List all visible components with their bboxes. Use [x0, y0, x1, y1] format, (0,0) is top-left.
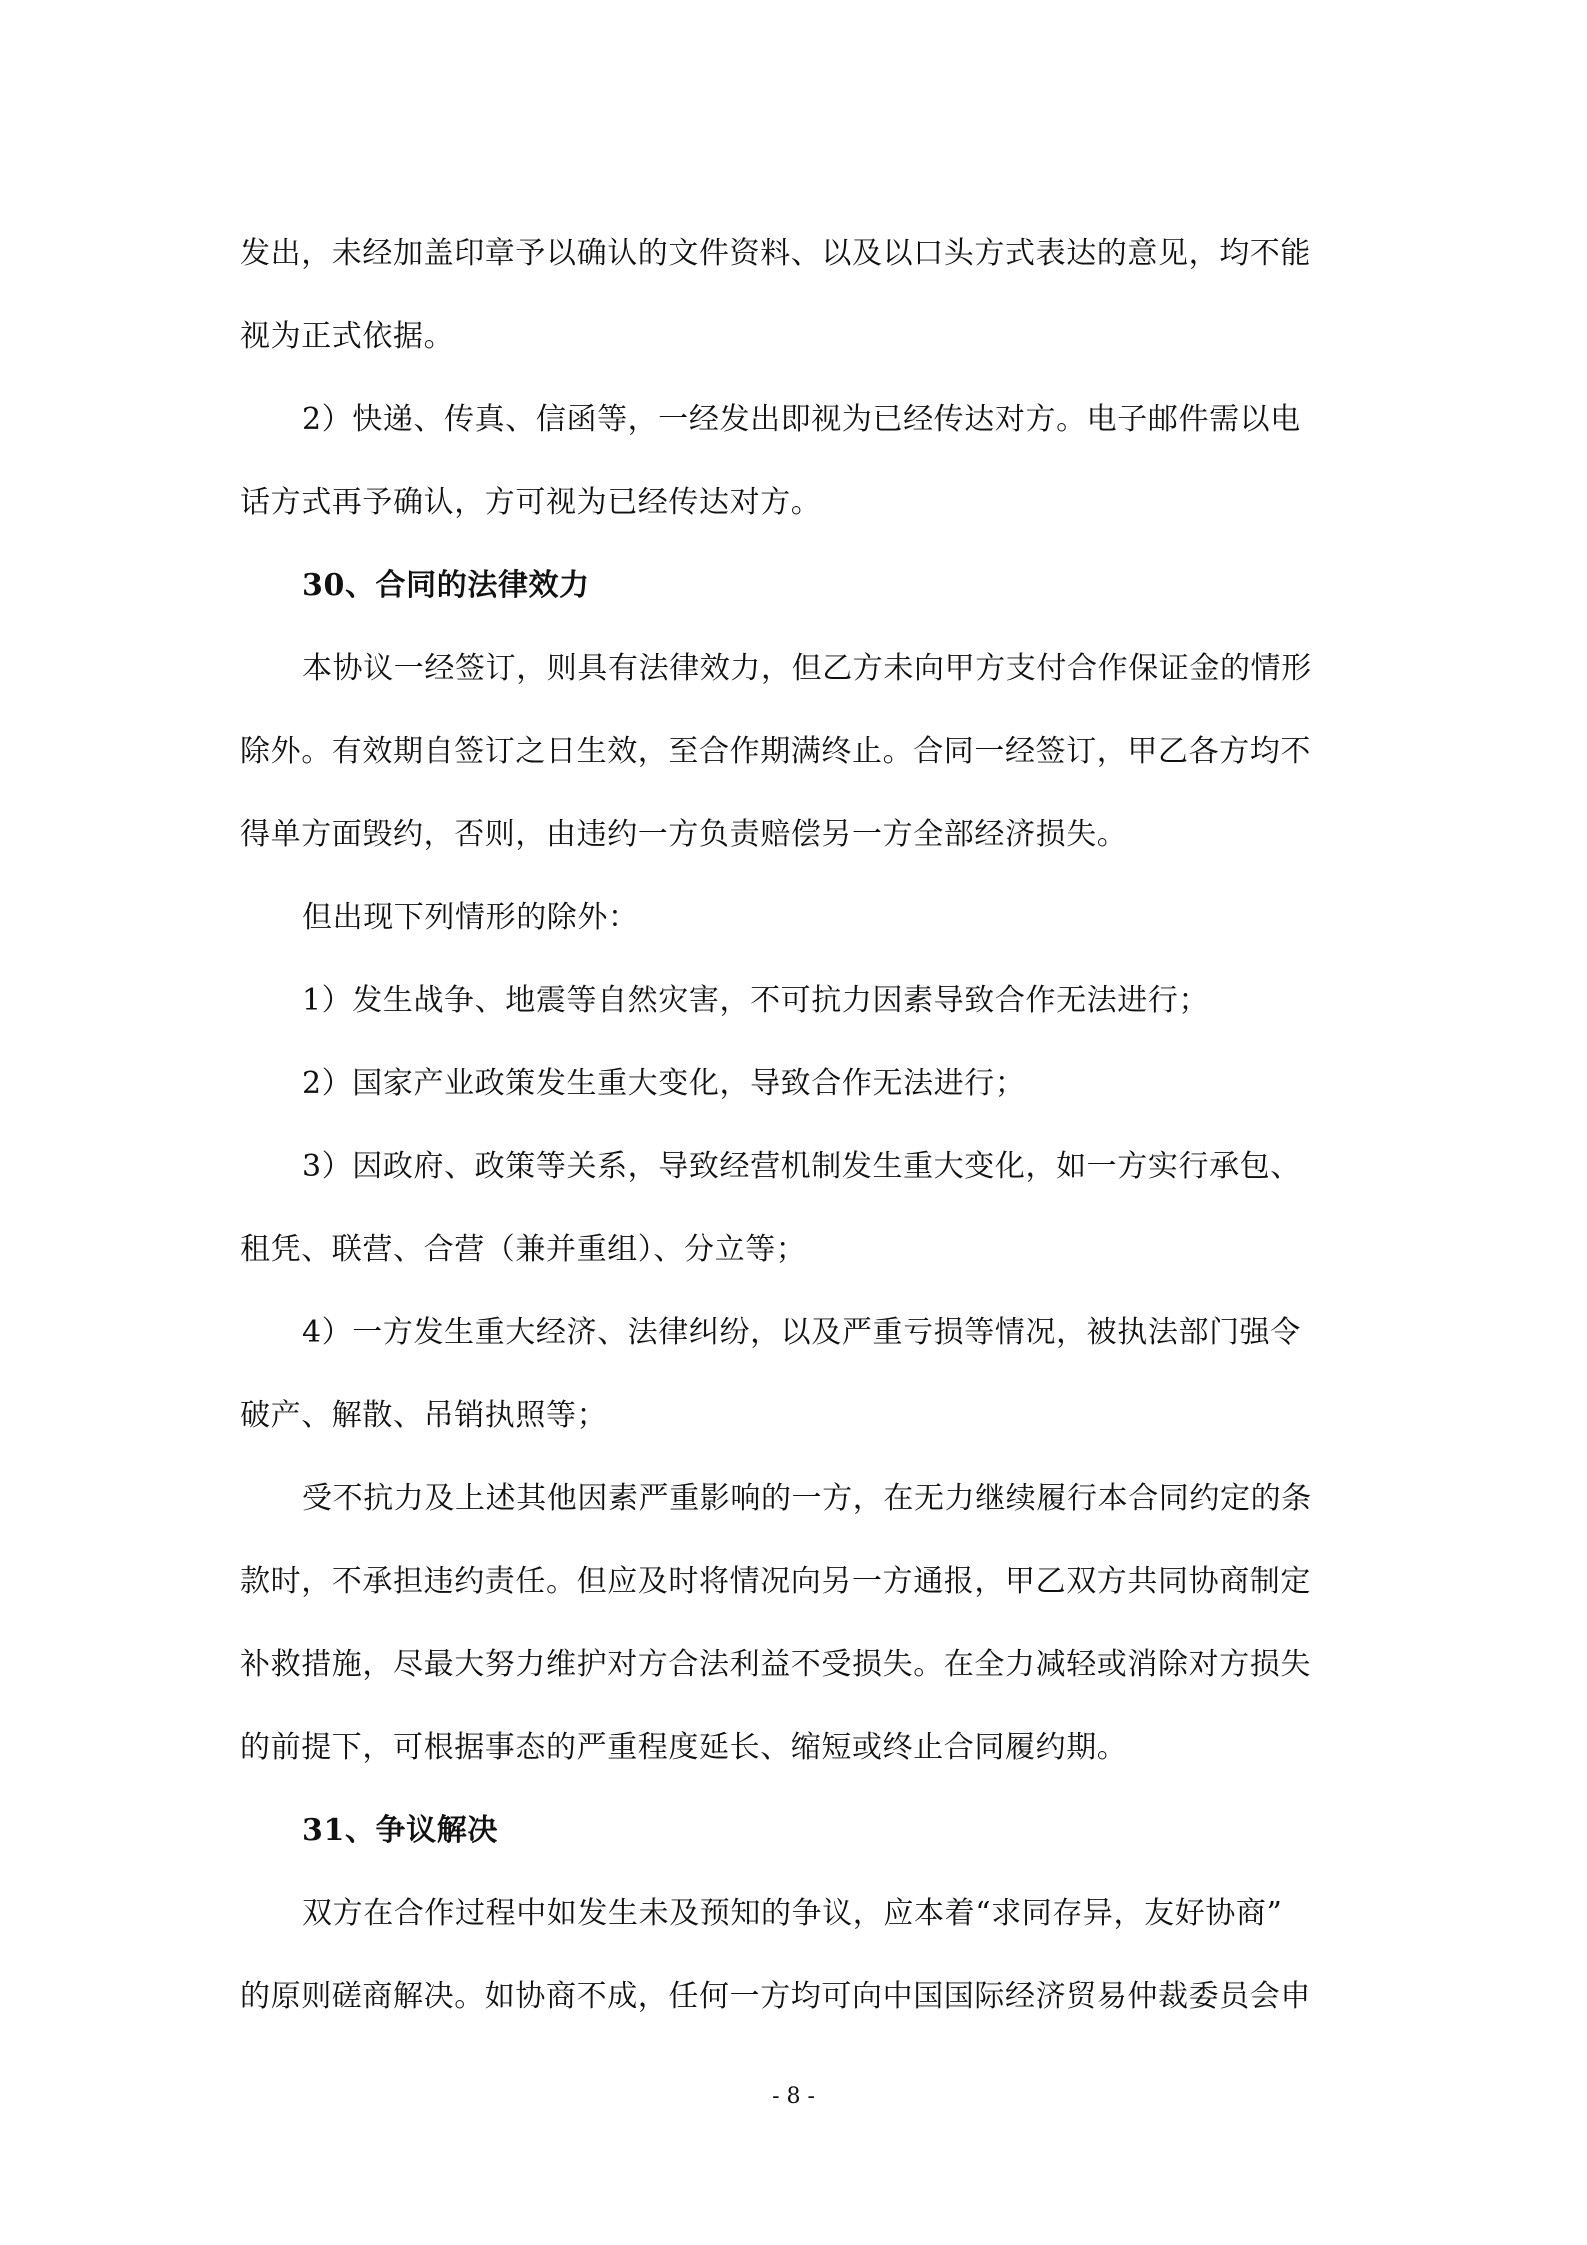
list-item: 2）国家产业政策发生重大变化，导致合作无法进行； [302, 1066, 1026, 1101]
text-line: 但出现下列情形的除外： [302, 900, 639, 935]
text-line: 补救措施，尽最大努力维护对方合法利益不受损失。在全力减轻或消除对方损失 [240, 1647, 1311, 1682]
text-line: 的前提下，可根据事态的严重程度延长、缩短或终止合同履约期。 [240, 1730, 1128, 1765]
page-number: - 8 - [772, 2084, 815, 2109]
text-line: 2）快递、传真、信函等，一经发出即视为已经传达对方。电子邮件需以电 [302, 402, 1301, 437]
text-line: 租凭、联营、合营（兼并重组）、分立等； [240, 1232, 807, 1267]
text-line: 款时，不承担违约责任。但应及时将情况向另一方通报，甲乙双方共同协商制定 [240, 1564, 1311, 1599]
text-line: 除外。有效期自签订之日生效，至合作期满终止。合同一经签订，甲乙各方均不 [240, 734, 1311, 769]
text-line: 受不抗力及上述其他因素严重影响的一方，在无力继续履行本合同约定的条 [302, 1481, 1312, 1516]
text-line: 得单方面毁约，否则，由违约一方负责赔偿另一方全部经济损失。 [240, 817, 1128, 852]
text-line: 视为正式依据。 [240, 319, 455, 354]
text-line: 发出，未经加盖印章予以确认的文件资料、以及以口头方式表达的意见，均不能 [240, 236, 1311, 271]
text-line: 本协议一经签订，则具有法律效力，但乙方未向甲方支付合作保证金的情形 [302, 651, 1312, 686]
list-item: 4）一方发生重大经济、法律纠纷，以及严重亏损等情况，被执法部门强令 [302, 1315, 1301, 1350]
text-line: 的原则磋商解决。如协商不成，任何一方均可向中国国际经济贸易仲裁委员会申 [240, 1979, 1311, 2014]
document-body [240, 212, 1350, 2038]
section-heading: 31、争议解决 [302, 1813, 498, 1848]
text-line: 破产、解散、吊销执照等； [240, 1398, 608, 1433]
text-line: 双方在合作过程中如发生未及预知的争议，应本着“求同存异，友好协商” [302, 1896, 1283, 1931]
list-item: 3）因政府、政策等关系，导致经营机制发生重大变化，如一方实行承包、 [302, 1149, 1301, 1184]
text-line: 话方式再予确认，方可视为已经传达对方。 [240, 485, 822, 520]
section-heading: 30、合同的法律效力 [302, 568, 590, 603]
list-item: 1）发生战争、地震等自然灾害，不可抗力因素导致合作无法进行； [302, 983, 1210, 1018]
